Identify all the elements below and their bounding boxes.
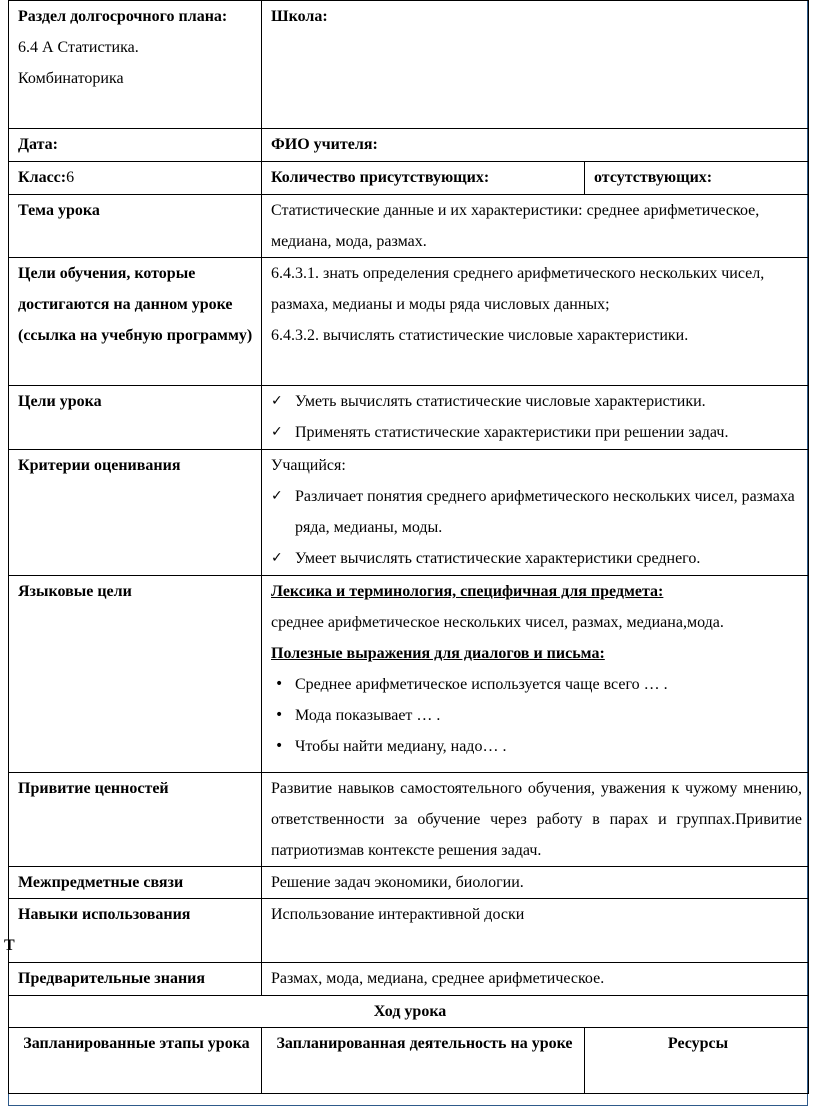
- lesson-plan-table: [4, 0, 809, 1094]
- topic-label: Тема урока: [9, 195, 262, 258]
- course-heading: Ход урока: [9, 996, 809, 1028]
- phrases-list: [271, 669, 802, 762]
- row-interdisciplinary: [9, 867, 809, 899]
- row-learning-goals: [9, 258, 809, 386]
- prior-label: Предварительные знания: [9, 963, 262, 996]
- lesson-goal-item: ✓ Уметь вычислять статистические числовые характеристики.: [271, 386, 802, 417]
- lesson-goals-cell: [262, 386, 809, 450]
- teacher-label: ФИО учителя:: [262, 129, 809, 162]
- row-lesson-goals: [9, 386, 809, 450]
- criteria-intro: Учащийся:: [271, 457, 346, 474]
- section-cell: [9, 1, 262, 129]
- interdisciplinary-value: Решение задач экономики, биологии.: [262, 867, 809, 899]
- language-cell: [262, 576, 809, 773]
- lesson-goal-item: ✓ Применять статистические характеристики при решении задач.: [271, 417, 802, 448]
- class-cell: [9, 162, 262, 195]
- values-text: Развитие навыков самостоятельного обучения, уважения к чужому мнению, ответственности за обучение через работу в парах и группах.Привитие патриотизмав контексте решения задач.: [262, 773, 809, 867]
- school-cell: [262, 1, 809, 129]
- phrase-item: • Чтобы найти медиану, надо… .: [271, 731, 802, 762]
- criteria-label: Критерии оценивания: [9, 450, 262, 576]
- row-date: [9, 129, 809, 162]
- skills-cell: [4, 899, 262, 963]
- phrase-item: • Мода показывает … .: [271, 700, 802, 731]
- col-resources: Ресурсы: [585, 1028, 809, 1094]
- present-label: Количество присутствующих:: [262, 162, 585, 195]
- date-label: Дата:: [9, 129, 262, 162]
- skills-label: Навыки использования: [18, 906, 191, 923]
- criteria-cell: [262, 450, 809, 576]
- section-value-1: 6.4 А Статистика.: [18, 39, 139, 56]
- learning-goals-cell: [262, 258, 809, 386]
- phrase-item: • Среднее арифметическое используется чаще всего … .: [271, 669, 802, 700]
- school-label: Школа:: [271, 8, 328, 25]
- col-stages: Запланированные этапы урока: [9, 1028, 262, 1094]
- criteria-list: [271, 481, 802, 574]
- criteria-item: ✓ Различает понятия среднего арифметического нескольких чисел, размаха ряда, медианы, моды.: [271, 481, 802, 543]
- learning-goals-label: Цели обучения, которые достигаются на данном уроке (ссылка на учебную программу): [9, 258, 262, 386]
- class-value: 6: [66, 169, 75, 186]
- prior-value: Размах, мода, медиана, среднее арифметическое.: [262, 963, 809, 996]
- absent-label: отсутствующих:: [585, 162, 809, 195]
- values-label: Привитие ценностей: [9, 773, 262, 867]
- row-values: [9, 773, 809, 867]
- criteria-item: ✓ Умеет вычислять статистические характеристики среднего.: [271, 543, 802, 574]
- row-criteria: [9, 450, 809, 576]
- row-section: [9, 1, 809, 129]
- row-course: [9, 996, 809, 1028]
- language-label: Языковые цели: [9, 576, 262, 773]
- lesson-goals-list: [271, 386, 802, 448]
- row-class: [9, 162, 809, 195]
- row-columns: [9, 1028, 809, 1094]
- learning-goal-1: 6.4.3.1. знать определения среднего арифметического нескольких чисел, размаха, медианы и моды ряда числовых данных;: [271, 265, 765, 313]
- section-value-2: Комбинаторика: [18, 70, 124, 87]
- row-prior: [9, 963, 809, 996]
- row-topic: [9, 195, 809, 258]
- section-label: Раздел долгосрочного плана:: [18, 8, 228, 25]
- topic-value: Статистические данные и их характеристики: среднее арифметическое, медиана, мода, размах.: [262, 195, 809, 258]
- learning-goal-2: 6.4.3.2. вычислять статистические числовые характеристики.: [271, 327, 689, 344]
- class-label: Класс:: [18, 169, 67, 186]
- skills-value: Использование интерактивной доски: [262, 899, 809, 963]
- phrases-heading: Полезные выражения для диалогов и письма:: [271, 645, 605, 662]
- col-activity: Запланированная деятельность на уроке: [262, 1028, 585, 1094]
- vocab-heading: Лексика и терминология, специфичная для предмета:: [271, 583, 664, 600]
- vocab-text: среднее арифметическое нескольких чисел, размах, медиана,мода.: [271, 614, 724, 631]
- lesson-goals-label: Цели урока: [9, 386, 262, 450]
- skills-label-continued: Т: [4, 937, 15, 954]
- row-skills: [9, 899, 809, 963]
- row-language: [9, 576, 809, 773]
- interdisciplinary-label: Межпредметные связи: [9, 867, 262, 899]
